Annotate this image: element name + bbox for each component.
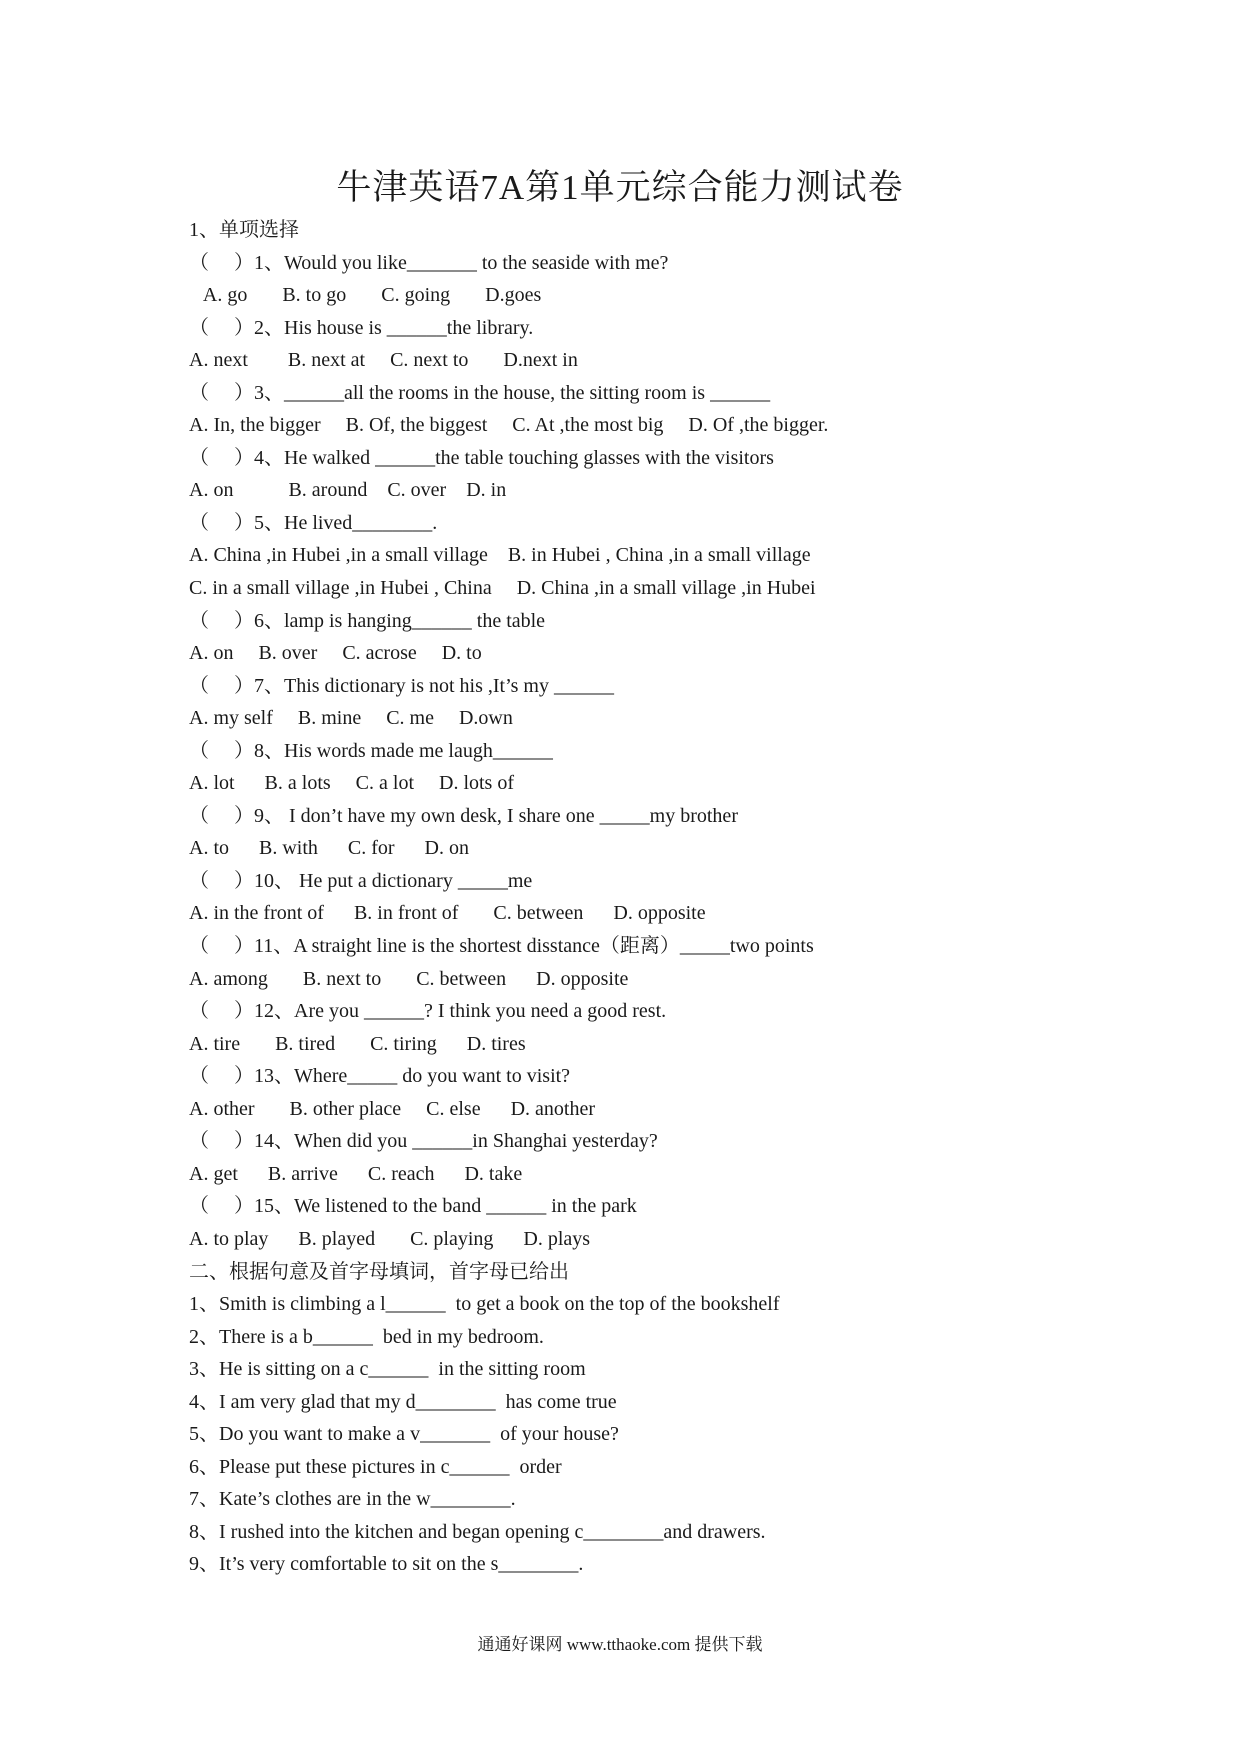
options-line: A. other B. other place C. else D. another	[189, 1097, 596, 1120]
fill-in-line: 7、Kate’s clothes are in the w________.	[189, 1488, 516, 1511]
options-line: A. on B. around C. over D. in	[189, 479, 507, 502]
question-line: （ ）6、lamp is hanging______ the table	[189, 609, 546, 632]
question-line: （ ）2、His house is ______the library.	[189, 316, 534, 339]
question-line: （ ）3、______all the rooms in the house, the sitting room is ______	[189, 381, 771, 404]
options-line: C. in a small village ,in Hubei , China D. China ,in a small village ,in Hubei	[189, 577, 816, 600]
question-line: （ ）8、His words made me laugh______	[189, 739, 553, 762]
fill-in-line: 3、He is sitting on a c______ in the sitting room	[189, 1358, 586, 1381]
fill-in-line: 6、Please put these pictures in c______ order	[189, 1455, 562, 1478]
question-line: （ ）7、This dictionary is not his ,It’s my ______	[189, 674, 614, 697]
options-line: A. in the front of B. in front of C. between D. opposite	[189, 902, 706, 925]
section-heading: 1、单项选择	[189, 219, 299, 241]
fill-in-line: 5、Do you want to make a v_______ of your house?	[189, 1423, 619, 1446]
fill-in-line: 8、I rushed into the kitchen and began opening c________and drawers.	[189, 1520, 766, 1543]
question-line: （ ）15、We listened to the band ______ in the park	[189, 1195, 637, 1218]
options-line: A. go B. to go C. going D.goes	[189, 284, 542, 307]
question-line: （ ）11、A straight line is the shortest disstance（距离）_____two points	[189, 935, 814, 958]
question-line: （ ）13、Where_____ do you want to visit?	[189, 1065, 571, 1088]
options-line: A. to play B. played C. playing D. plays	[189, 1227, 591, 1250]
page-title: 牛津英语7A第1单元综合能力测试卷	[336, 168, 904, 207]
options-line: A. tire B. tired C. tiring D. tires	[189, 1032, 526, 1055]
options-line: A. my self B. mine C. me D.own	[189, 707, 513, 730]
section-heading: 二、根据句意及首字母填词，首字母已给出	[189, 1260, 569, 1283]
question-line: （ ）9、 I don’t have my own desk, I share one _____my brother	[189, 804, 738, 827]
question-line: （ ）10、 He put a dictionary _____me	[189, 869, 533, 892]
question-line: （ ）14、When did you ______in Shanghai yesterday?	[189, 1130, 658, 1153]
options-line: A. China ,in Hubei ,in a small village B. in Hubei , China ,in a small village	[189, 544, 811, 567]
fill-in-line: 9、It’s very comfortable to sit on the s________.	[189, 1553, 584, 1576]
options-line: A. among B. next to C. between D. opposite	[189, 967, 629, 990]
fill-in-line: 4、I am very glad that my d________ has come true	[189, 1390, 617, 1413]
options-line: A. get B. arrive C. reach D. take	[189, 1162, 523, 1185]
exam-content	[189, 214, 1189, 1581]
question-line: （ ）4、He walked ______the table touching glasses with the visitors	[189, 446, 774, 469]
options-line: A. to B. with C. for D. on	[189, 837, 469, 860]
fill-in-line: 1、Smith is climbing a l______ to get a book on the top of the bookshelf	[189, 1293, 780, 1316]
options-line: A. next B. next at C. next to D.next in	[189, 349, 578, 372]
question-line: （ ）12、Are you ______? I think you need a good rest.	[189, 1000, 667, 1023]
options-line: A. on B. over C. acrose D. to	[189, 642, 482, 665]
footer-text: 通通好课网 www.tthaoke.com 提供下载	[477, 1635, 763, 1654]
question-line: （ ）5、He lived________.	[189, 511, 438, 534]
question-line: （ ）1、Would you like_______ to the seaside with me?	[189, 251, 669, 274]
options-line: A. lot B. a lots C. a lot D. lots of	[189, 772, 514, 795]
fill-in-line: 2、There is a b______ bed in my bedroom.	[189, 1325, 544, 1348]
options-line: A. In, the bigger B. Of, the biggest C. At ,the most big D. Of ,the bigger.	[189, 414, 829, 437]
